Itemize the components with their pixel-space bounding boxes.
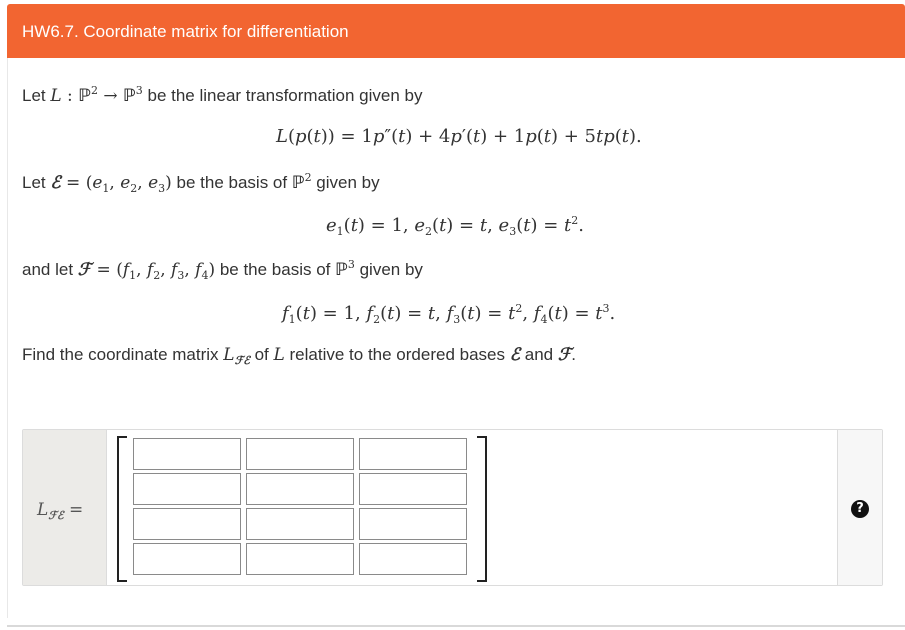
matrix-left-bracket — [117, 436, 127, 582]
matrix-cell-r4c3[interactable] — [359, 543, 467, 575]
matrix-cell-r3c1[interactable] — [133, 508, 241, 540]
answer-label-cell — [23, 430, 107, 585]
matrix-right-bracket — [477, 436, 487, 582]
problem-statement-line-1: Let L : ℙ$^2$ → ℙ$^3$ be the linear transformation given by — [22, 84, 423, 106]
problem-statement-line-4: Find the coordinate matrix $L_{ℱℰ}$ of L relative to the ordered bases ℰ and ℱ. — [22, 345, 576, 367]
matrix-cell-r2c3[interactable] — [359, 473, 467, 505]
answer-label: $L_{ℱℰ}$ = — [37, 500, 84, 522]
basis-f-formula: $f_1(t) = 1$, $f_2(t) = t$, $f_3(t) = t^2$, $f_4(t) = t^3$. — [282, 302, 616, 326]
help-cell — [837, 430, 882, 585]
problem-statement-line-3: and let ℱ = ($f_1$, $f_2$, $f_3$, $f_4$) be the basis of ℙ$^3$ given by — [22, 258, 423, 282]
matrix-cell-r3c3[interactable] — [359, 508, 467, 540]
problem-statement-line-2: Let ℰ = ($e_1$, $e_2$, $e_3$) be the basis of ℙ$^2$ given by — [22, 171, 380, 195]
matrix-cell-r4c1[interactable] — [133, 543, 241, 575]
matrix-cell-r2c2[interactable] — [246, 473, 354, 505]
transformation-formula: L(p(t)) = 1p″(t) + 4p′(t) + 1p(t) + 5tp(t). — [276, 126, 642, 147]
help-icon[interactable]: ? — [851, 500, 869, 518]
matrix-cell-r1c2[interactable] — [246, 438, 354, 470]
matrix-cell-r2c1[interactable] — [133, 473, 241, 505]
matrix-cell-r1c1[interactable] — [133, 438, 241, 470]
question-title: HW6.7. Coordinate matrix for differentiation — [22, 22, 349, 41]
basis-e-formula: $e_1(t) = 1$, $e_2(t) = t$, $e_3(t) = t^2$. — [326, 214, 584, 238]
matrix-cell-r4c2[interactable] — [246, 543, 354, 575]
matrix-cell-r3c2[interactable] — [246, 508, 354, 540]
question-header — [7, 4, 905, 58]
matrix-cell-r1c3[interactable] — [359, 438, 467, 470]
bottom-divider — [7, 625, 905, 627]
